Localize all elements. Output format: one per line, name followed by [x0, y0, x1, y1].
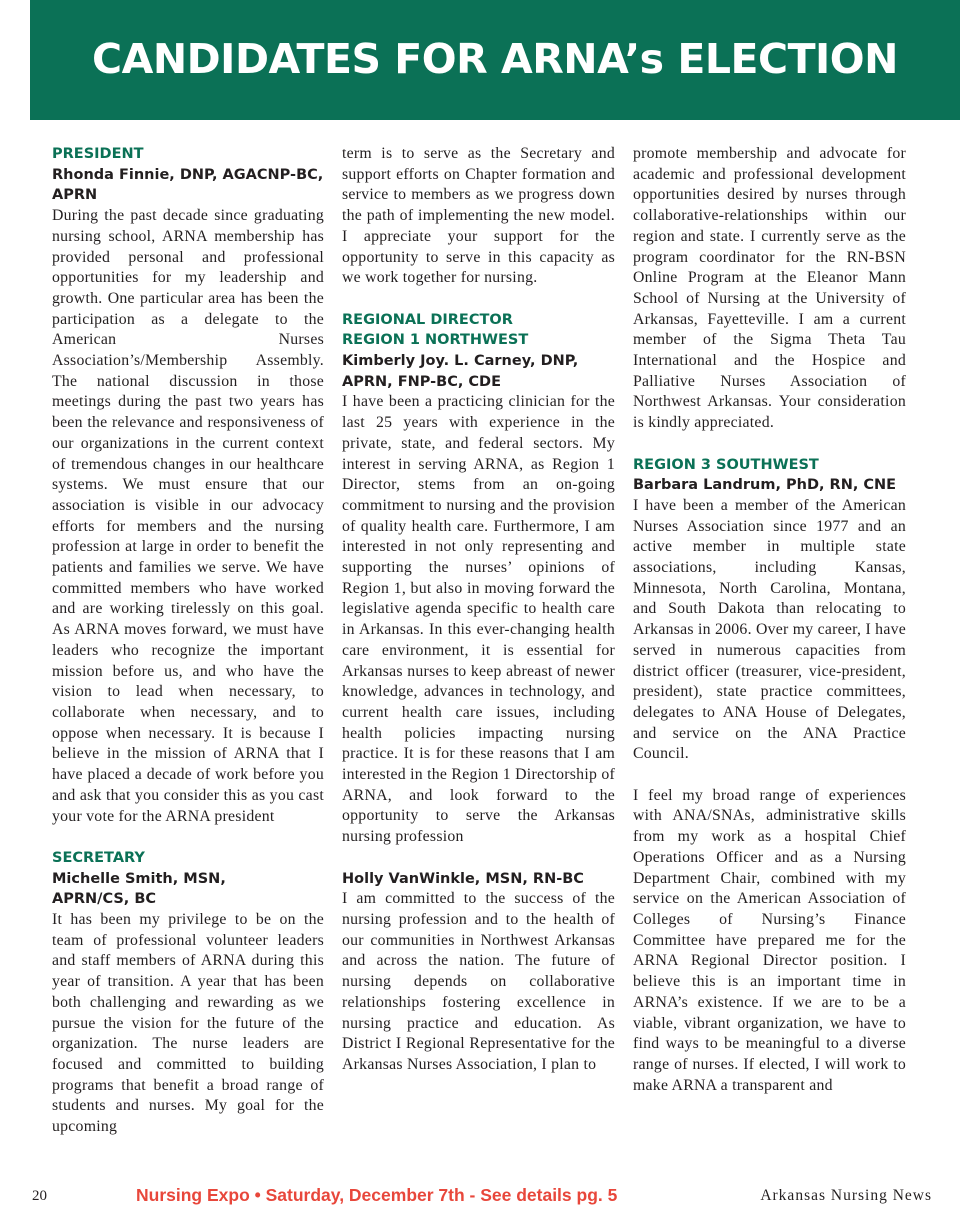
region3-statement-p1: I have been a member of the American Nurses Association since 1977 and an active member in multiple state associations, including Kansas, Minnesota, North Carolina, Montana, and South Dakota than relocating to Arkansas in 2006. Over my career, I have served in numerous capacities from district officer (treasurer, vice-president, president), state practice committees, delegates to ANA House of Delegates, and service on the ANA Practice Council.	[633, 496, 906, 763]
president-statement: During the past decade since graduating nursing school, ARNA membership has provided personal and professional opportunities for my leadership and growth. One particular area has been the participation as a delegate to the American Nurses Association’s/Membership Assembly. The national discussion in those meetings during the past two years has been the relevance and responsiveness of our organizations in the current context of tremendous changes in our healthcare systems. We must ensure that our association is visible in our advocacy efforts for members and the nursing profession at large in order to benefit the patients and families we serve. We have committed members who have worked and are working tirelessly on this goal. As ARNA moves forward, we must have leaders who recognize the important mission before us, and who have the vision to lead when necessary, to collaborate when necessary, and to oppose when necessary. It is because I believe in the mission of ARNA that I have placed a decade of work before you and ask that you consider this as you cast your vote for the ARNA president	[52, 207, 324, 825]
region1-label: REGION 1 NORTHWEST	[342, 332, 529, 349]
secretary-statement-part1: It has been my privilege to be on the team of professional volunteer leaders and staff members of ARNA during this year of transition. A year that has been both challenging and rewarding as we pursue the vision for the future of the organization. The nurse leaders are focused and committed to building programs that benefit a broad range of students and nurses. My goal for the upcoming	[52, 911, 324, 1136]
region3-candidate-name: Barbara Landrum, PhD, RN, CNE	[633, 477, 897, 494]
president-label: PRESIDENT	[52, 146, 144, 162]
president-section	[52, 144, 324, 827]
vanwinkle-statement-part1: I am committed to the success of the nursing profession and to the health of our communities in Northwest Arkansas and across the nation. The future of nursing depends on collaborative relationships fostering excellence in nursing practice and education. As District I Regional Representative for the Arkansas Nurses Association, I plan to	[342, 890, 615, 1073]
region1-statement: I have been a practicing clinician for the last 25 years with experience in the private, state, and federal sectors. My interest in serving ARNA, as Region 1 Director, stems from an on-going commitment to nursing and the provision of quality health care. Furthermore, I am interested in not only representing and supporting the nurses’ opinions of Region 1, but also in moving forward the legislative agenda specific to health care in Arkansas. In this ever-changing health care environment, it is essential for Arkansas nurses to keep abreast of newer knowledge, advances in technology, and current health care issues, including health policies impacting nursing practice. It is for these reasons that I am interested in the Region 1 Directorship of ARNA, and look forward to the opportunity to serve the Arkansas nursing profession	[342, 393, 615, 846]
page-number: 20	[32, 1188, 47, 1204]
secretary-candidate-name: Michelle Smith, MSN, APRN/CS, BC	[52, 870, 226, 908]
secretary-section	[52, 848, 324, 1138]
column-3	[633, 144, 906, 1160]
header-banner	[30, 0, 960, 120]
regional-director-label: REGIONAL DIRECTOR	[342, 311, 513, 328]
column-1	[52, 144, 324, 1160]
nursing-expo-banner: Nursing Expo • Saturday, December 7th - See details pg. 5	[136, 1185, 618, 1205]
publication-name: Arkansas Nursing News	[760, 1187, 932, 1204]
vanwinkle-candidate-name: Holly VanWinkle, MSN, RN-BC	[342, 870, 584, 887]
vanwinkle-section	[342, 869, 615, 1076]
region3-label: REGION 3 SOUTHWEST	[633, 456, 819, 473]
region1-section	[342, 310, 615, 848]
secretary-label: SECRETARY	[52, 849, 145, 866]
region3-section	[633, 455, 906, 1097]
page-title: CANDIDATES FOR ARNA’s ELECTION	[92, 35, 898, 83]
secretary-statement-part2: term is to serve as the Secretary and support efforts on Chapter formation and service to members as we progress down the path of implementing the new model. I appreciate your support for the opportunity to serve in this capacity as we work together for nursing.	[342, 145, 615, 287]
region3-statement-p2: I feel my broad range of experiences with ANA/SNAs, administrative skills from my work as a hospital Chief Operations Officer and as a Nursing Department Chair, combined with my service on the American Association of Colleges of Nursing’s Finance Committee have prepared me for the ARNA Regional Director position. I believe this is an important time in ARNA’s existence. If we are to be a viable, vibrant organization, we have to find ways to be meaningful to a diverse range of nurses. If elected, I will work to make ARNA a transparent and	[633, 786, 906, 1094]
vanwinkle-statement-part2: promote membership and advocate for academic and professional development opportunities desired by nurses through collaborative-relationships within our region and state. I currently serve as the program coordinator for the RN-BSN Online Program at the Eleanor Mann School of Nursing at the University of Arkansas, Fayetteville. I am a current member of the Sigma Theta Tau International and the Hospice and Palliative Nurses Association of Northwest Arkansas. Your consideration is kindly appreciated.	[633, 145, 906, 432]
column-2	[342, 144, 615, 1160]
region1-candidate-name: Kimberly Joy. L. Carney, DNP, APRN, FNP-BC, CDE	[342, 353, 579, 390]
president-candidate-name: Rhonda Finnie, DNP, AGACNP-BC, APRN	[52, 166, 324, 204]
